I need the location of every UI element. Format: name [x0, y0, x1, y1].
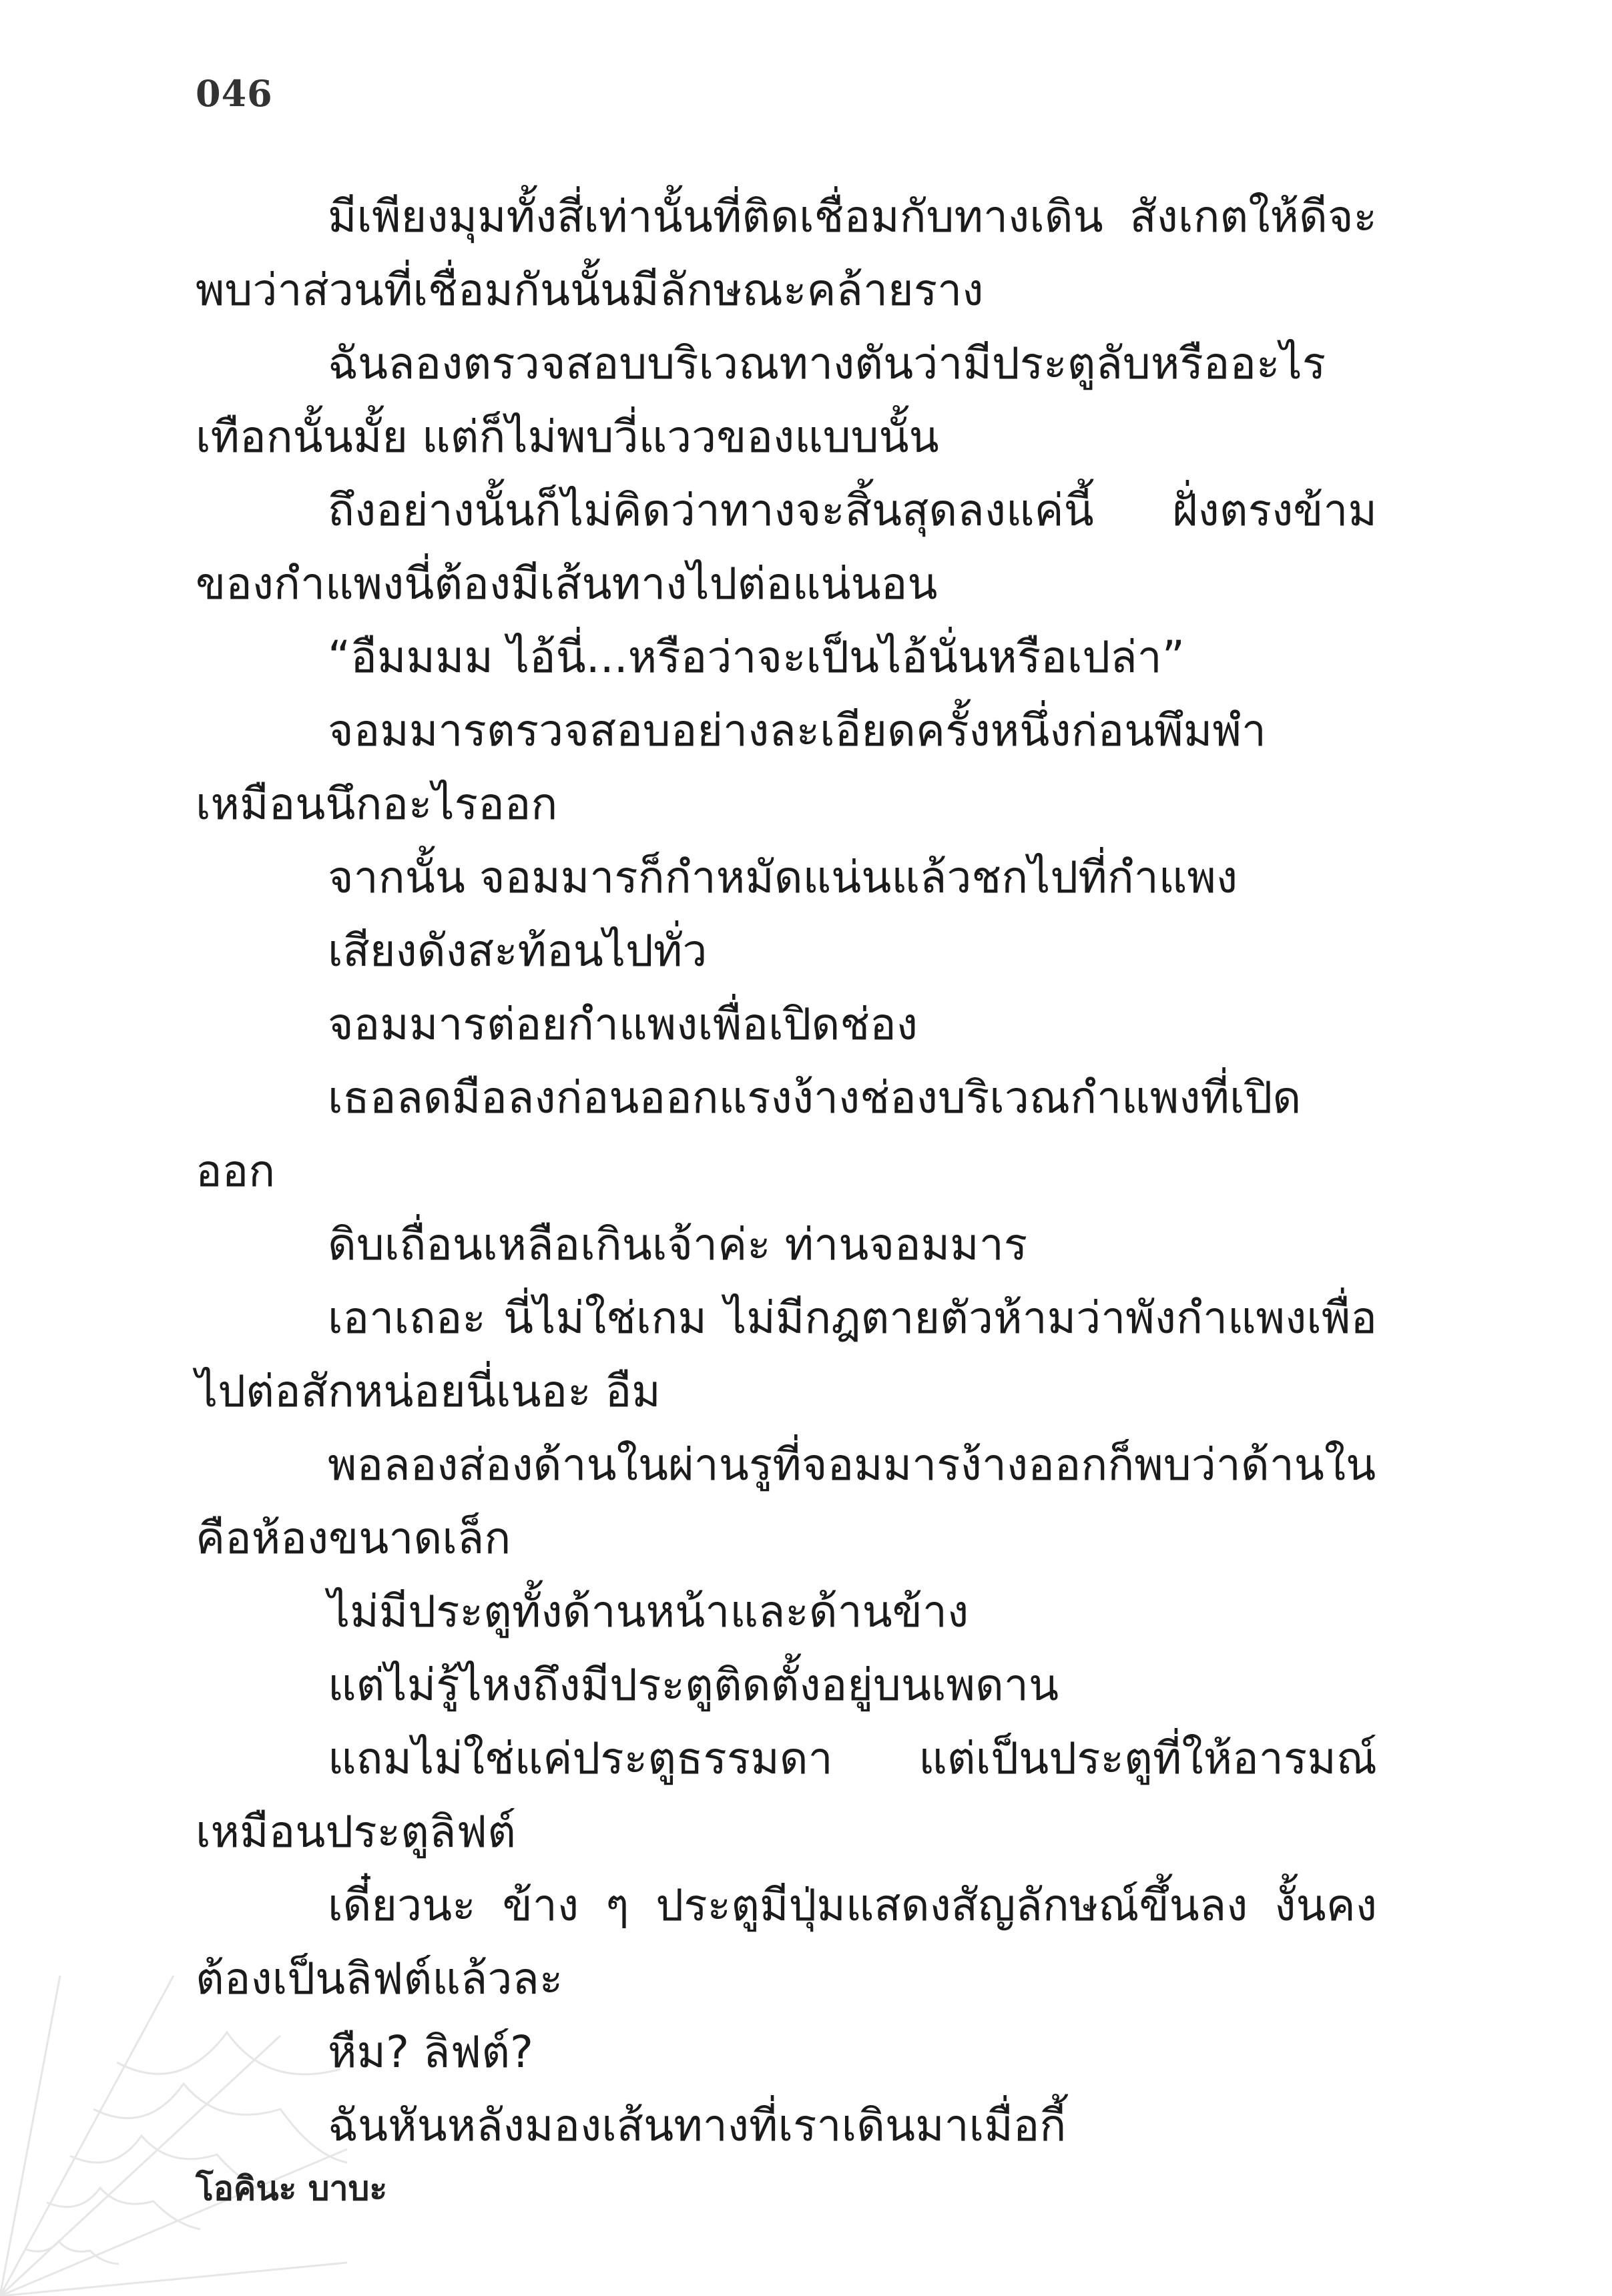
- paragraph: แถมไม่ใช่แค่ประตูธรรมดา แต่เป็นประตูที่ให้อารมณ์เหมือนประตูลิฟต์: [196, 1733, 1377, 1857]
- paragraph: เสียงดังสะท้อนไปทั่ว: [328, 925, 708, 976]
- paragraph: “อืมมมม ไอ้นี่...หรือว่าจะเป็นไอ้นั่นหรือเปล่า”: [328, 631, 1185, 683]
- paragraph: เดี๋ยวนะ ข้าง ๆ ประตูมีปุ่มแสดงสัญลักษณ์ขึ้นลง งั้นคงต้องเป็นลิฟต์แล้วละ: [196, 1880, 1377, 2004]
- paragraph: เอาเถอะ นี่ไม่ใช่เกม ไม่มีกฎตายตัวห้ามว่าพังกำแพงเพื่อไปต่อสักหน่อยนี่เนอะ อืม: [196, 1292, 1377, 1417]
- paragraph: พอลองส่องด้านในผ่านรูที่จอมมารง้างออกก็พบว่าด้านในคือห้องขนาดเล็ก: [196, 1439, 1376, 1564]
- spider-web-icon: [0, 1976, 347, 2296]
- paragraph: มีเพียงมุมทั้งสี่เท่านั้นที่ติดเชื่อมกับทางเดิน สังเกตให้ดีจะพบว่าส่วนที่เชื่อมกันนั้นมีลักษณะคล้ายราง: [196, 191, 1377, 316]
- paragraph: ถึงอย่างนั้นก็ไม่คิดว่าทางจะสิ้นสุดลงแค่นี้ ฝั่งตรงข้ามของกำแพงนี่ต้องมีเส้นทางไปต่อแน่นอน: [196, 485, 1377, 609]
- paragraph: ฉันลองตรวจสอบบริเวณทางตันว่ามีประตูลับหรืออะไรเทือกนั้นมั้ย แต่ก็ไม่พบวี่แววของแบบนั้น: [196, 338, 1326, 463]
- paragraph: หืม? ลิฟต์?: [328, 2026, 534, 2078]
- footer-title: โอคินะ บาบะ: [196, 2169, 388, 2208]
- paragraph: ฉันหันหลังมองเส้นทางที่เราเดินมาเมื่อกี้: [328, 2100, 1067, 2151]
- page-number: 046: [196, 72, 273, 115]
- paragraph: จอมมารต่อยกำแพงเพื่อเปิดช่อง: [328, 998, 918, 1050]
- paragraph: แต่ไม่รู้ไหงถึงมีประตูติดตั้งอยู่บนเพดาน: [328, 1659, 1059, 1711]
- paragraph: จากนั้น จอมมารก็กำหมัดแน่นแล้วชกไปที่กำแพง: [328, 852, 1238, 903]
- body-text: [196, 180, 1377, 2163]
- paragraph: ไม่มีประตูทั้งด้านหน้าและด้านข้าง: [328, 1586, 969, 1637]
- paragraph: ดิบเถื่อนเหลือเกินเจ้าค่ะ ท่านจอมมาร: [328, 1219, 1028, 1270]
- paragraph: จอมมารตรวจสอบอย่างละเอียดครั้งหนึ่งก่อนพึมพำเหมือนนึกอะไรออก: [196, 705, 1266, 830]
- paragraph: เธอลดมือลงก่อนออกแรงง้างช่องบริเวณกำแพงที่เปิดออก: [196, 1072, 1302, 1197]
